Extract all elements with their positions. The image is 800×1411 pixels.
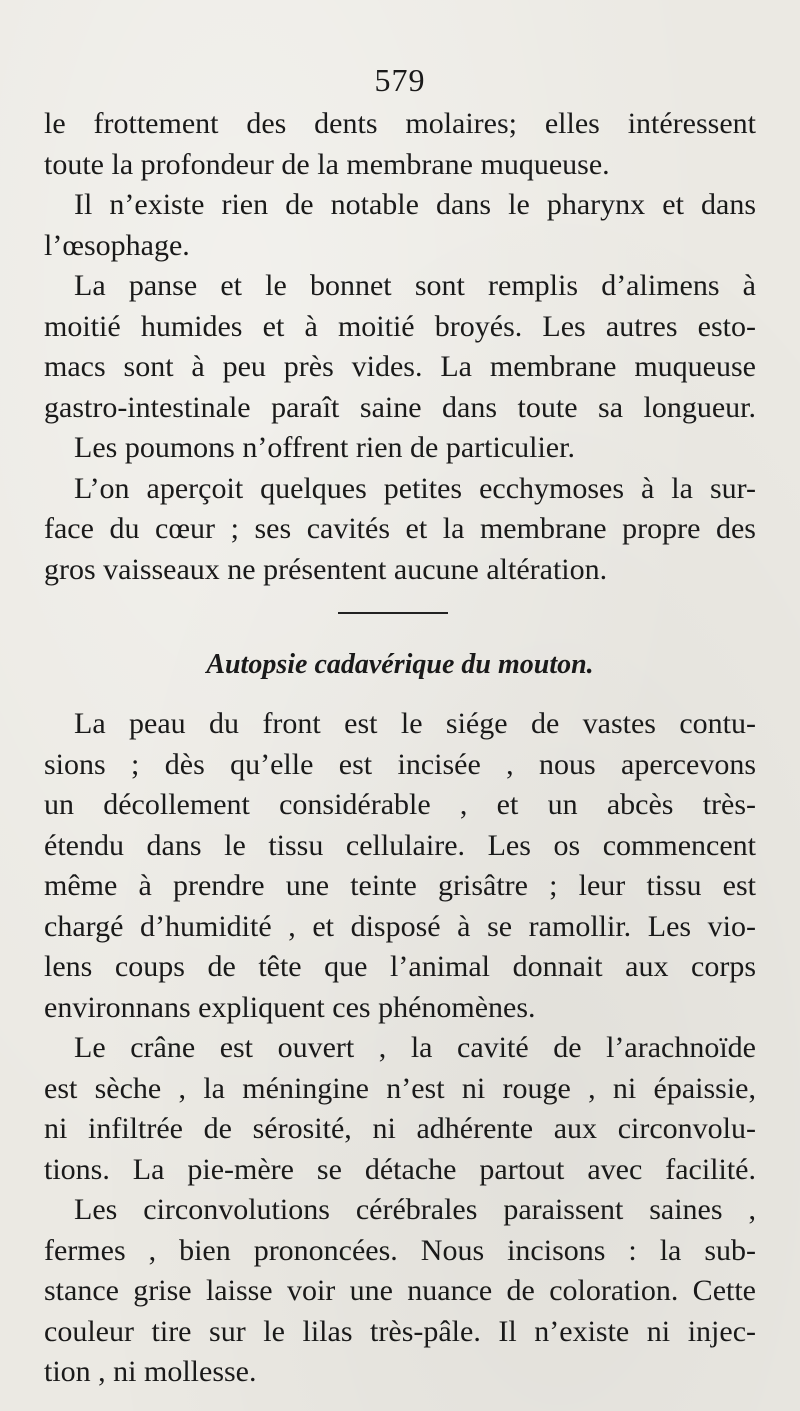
text-line: La panse et le bonnet sont remplis d’alimens à	[74, 269, 756, 302]
text-line: face du cœur ; ses cavités et la membrane propre des	[44, 512, 756, 545]
text-line: un décollement considérable , et un abcès très-	[44, 788, 756, 821]
text-block-autopsy	[44, 704, 756, 1393]
text-line: chargé d’humidité , et disposé à se ramollir. Les vio-	[44, 909, 756, 943]
text-line: l’œsophage.	[44, 228, 190, 262]
text-line: L’on aperçoit quelques petites ecchymoses à la sur-	[74, 471, 756, 505]
text-line: fermes , bien prononcées. Nous incisons : la sub-	[44, 1233, 756, 1267]
text-line: macs sont à peu près vides. La membrane muqueuse	[44, 350, 756, 383]
text-line: gastro-intestinale paraît saine dans toute sa longueur.	[44, 390, 756, 424]
text-line: toute la profondeur de la membrane muqueuse.	[44, 147, 610, 181]
text-line: Le crâne est ouvert , la cavité de l’arachnoïde	[74, 1031, 756, 1064]
text-block-observations	[44, 104, 756, 590]
text-line: est sèche , la méningine n’est ni rouge , ni épaissie,	[44, 1071, 756, 1105]
text-line: Les circonvolutions cérébrales paraissent saines ,	[74, 1193, 756, 1226]
text-line: même à prendre une teinte grisâtre ; leur tissu est	[44, 869, 756, 902]
text-line: environnans expliquent ces phénomènes.	[44, 990, 536, 1024]
text-line: lens coups de tête que l’animal donnait aux corps	[44, 950, 756, 983]
page-number: 579	[374, 62, 426, 98]
text-line: étendu dans le tissu cellulaire. Les os commencent	[44, 828, 756, 862]
text-line: gros vaisseaux ne présentent aucune altération.	[44, 552, 608, 586]
text-line: tions. La pie-mère se détache partout avec facilité.	[44, 1152, 756, 1186]
text-line: tion , ni mollesse.	[44, 1355, 257, 1388]
text-line: le frottement des dents molaires; elles intéressent	[44, 107, 756, 140]
text-line: ni infiltrée de sérosité, ni adhérente aux circonvolu-	[44, 1112, 756, 1145]
text-line: couleur tire sur le lilas très-pâle. Il n’existe ni injec-	[44, 1314, 756, 1348]
text-line: La peau du front est le siége de vastes contu-	[74, 707, 756, 740]
text-line: Il n’existe rien de notable dans le pharynx et dans	[74, 188, 756, 221]
text-line: moitié humides et à moitié broyés. Les autres esto-	[44, 309, 756, 343]
section-divider	[338, 612, 448, 614]
section-title: Autopsie cadavérique du mouton.	[206, 649, 594, 680]
text-line: Les poumons n’offrent rien de particulier.	[74, 431, 575, 464]
text-line: sions ; dès qu’elle est incisée , nous apercevons	[44, 747, 756, 781]
text-line: stance grise laisse voir une nuance de coloration. Cette	[44, 1274, 756, 1307]
